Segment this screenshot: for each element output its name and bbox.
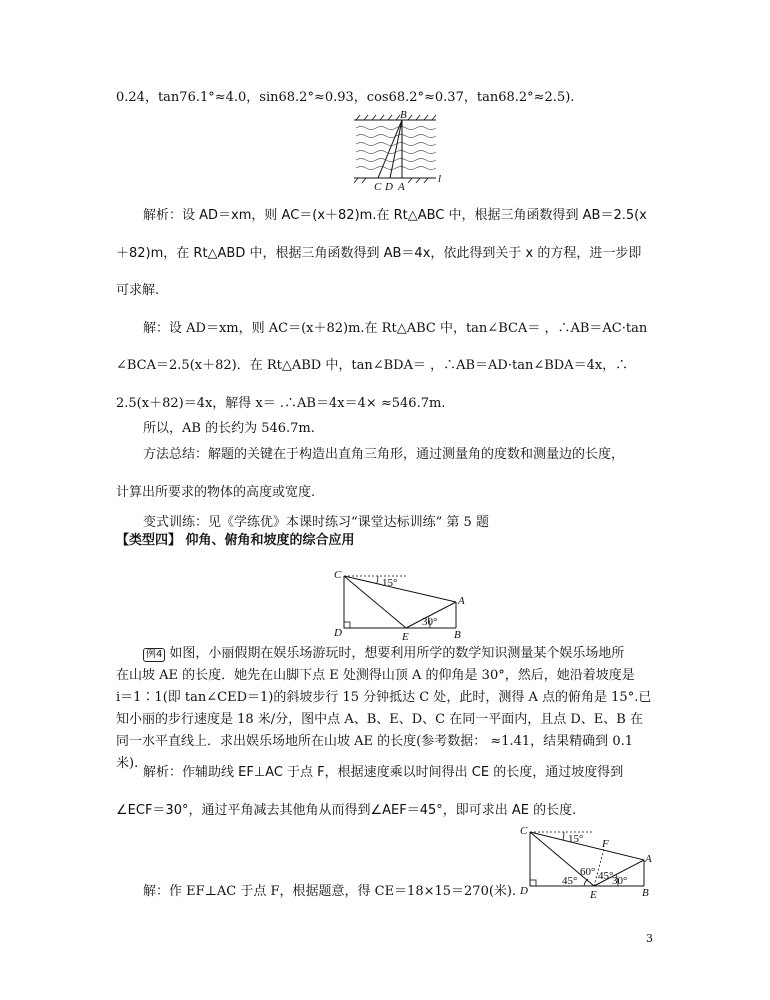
fig1-label-a: A — [398, 181, 405, 192]
fig3-label-d: D — [520, 885, 528, 897]
analysis-line-2: ＋82)m，在 Rt△ABD 中，根据三角函数得到 AB＝4x，依此得到关于 x 的方程，进一步即 — [116, 246, 642, 261]
example-line-4: 知小丽的步行速度是 18 米/分，图中点 A、B、E、D、C 在同一平面内，且点 D、E、B 在 — [116, 712, 643, 727]
figure-slope-1 — [330, 566, 475, 642]
example-line-5: 同一水平直线上．求出娱乐场地所在山坡 AE 的长度(参考数据： ≈1.41，结果精确到 0.1 — [116, 734, 633, 749]
fig1-label-c: C — [374, 181, 382, 192]
fig2-angle-30: 30° — [422, 616, 438, 628]
reference-data-line: 0.24，tan76.1°≈4.0，sin68.2°≈0.93，cos68.2°≈0.37，tan68.2°≈2.5). — [116, 90, 575, 105]
example-line-2: 在山坡 AE 的长度．她先在山脚下点 E 处测得山顶 A 的仰角是 30°，然后，她沿着坡度是 — [116, 668, 635, 683]
example-line-1 — [143, 646, 624, 662]
analysis2-line-1: 解析：作辅助线 EF⊥AC 于点 F，根据速度乘以时间得出 CE 的长度，通过坡度得到 — [143, 765, 624, 780]
fig3-angle-30: 30° — [612, 875, 628, 887]
analysis-line-3: 可求解. — [116, 283, 160, 298]
solution-line-1: 解：设 AD＝xm，则 AC＝(x＋82)m.在 Rt△ABC 中，tan∠BCA＝ ，∴AB＝AC·tan — [143, 321, 648, 336]
section-heading: 【类型四】 仰角、俯角和坡度的综合应用 — [116, 533, 355, 548]
variant-training-line: 变式训练：见《学练优》本课时练习“课堂达标训练” 第 5 题 — [143, 515, 489, 530]
solution-line-2: ∠BCA＝2.5(x＋82)．在 Rt△ABD 中，tan∠BDA＝ ，∴AB＝AD·tan∠BDA＝4x，∴ — [116, 358, 629, 373]
fig2-label-e: E — [402, 631, 409, 642]
fig2-label-c: C — [334, 569, 342, 581]
analysis-line-1: 解析：设 AD＝xm，则 AC＝(x＋82)m.在 Rt△ABC 中，根据三角函数得到 AB＝2.5(x — [143, 208, 647, 223]
fig1-label-l: l — [438, 173, 442, 185]
fig3-angle-15: 15° — [568, 833, 584, 845]
example-badge: 例4 — [143, 648, 165, 662]
example-line-3: i＝1∶1(即 tan∠CED＝1)的斜坡步行 15 分钟抵达 C 处，此时，测得 A 点的俯角是 15°.已 — [116, 690, 652, 705]
figure-slope-2 — [518, 822, 658, 900]
fig3-angle-45-left: 45° — [562, 875, 578, 887]
fig3-label-f: F — [602, 838, 609, 850]
analysis2-line-2: ∠ECF＝30°，通过平角减去其他角从而得到∠AEF＝45°，即可求出 AE 的长度. — [116, 803, 577, 818]
fig2-angle-15: 15° — [382, 577, 398, 589]
fig2-label-b: B — [454, 629, 461, 641]
method-summary-line-2: 计算出所要求的物体的高度或宽度. — [116, 485, 316, 500]
solution-line-3: 2.5(x＋82)＝4x，解得 x＝ .∴AB＝4x＝4× ≈546.7m. — [116, 396, 446, 411]
fig3-angle-60: 60° — [580, 866, 596, 878]
example-line-6: 米). — [116, 756, 139, 771]
fig2-label-a: A — [458, 595, 465, 607]
fig3-label-c: C — [520, 825, 528, 837]
fig3-label-e: E — [590, 889, 597, 900]
figure-river-tower — [350, 110, 450, 192]
example-text-1: 如图，小丽假期在娱乐场游玩时，想要利用所学的数学知识测量某个娱乐场地所 — [169, 646, 625, 661]
fig2-label-d: D — [334, 627, 342, 639]
page-number: 3 — [646, 932, 653, 945]
solution-line-4: 所以，AB 的长约为 546.7m. — [143, 421, 315, 436]
fig1-label-b: B — [400, 110, 407, 121]
fig3-label-a: A — [645, 853, 652, 865]
fig1-label-d: D — [385, 181, 393, 192]
solution2-line-1: 解：作 EF⊥AC 于点 F，根据题意，得 CE＝18×15＝270(米). — [143, 884, 517, 899]
fig3-label-b: B — [642, 887, 649, 899]
method-summary-line-1: 方法总结：解题的关键在于构造出直角三角形，通过测量角的度数和测量边的长度， — [143, 447, 625, 462]
fig3-angle-45-right: 45° — [598, 870, 614, 882]
